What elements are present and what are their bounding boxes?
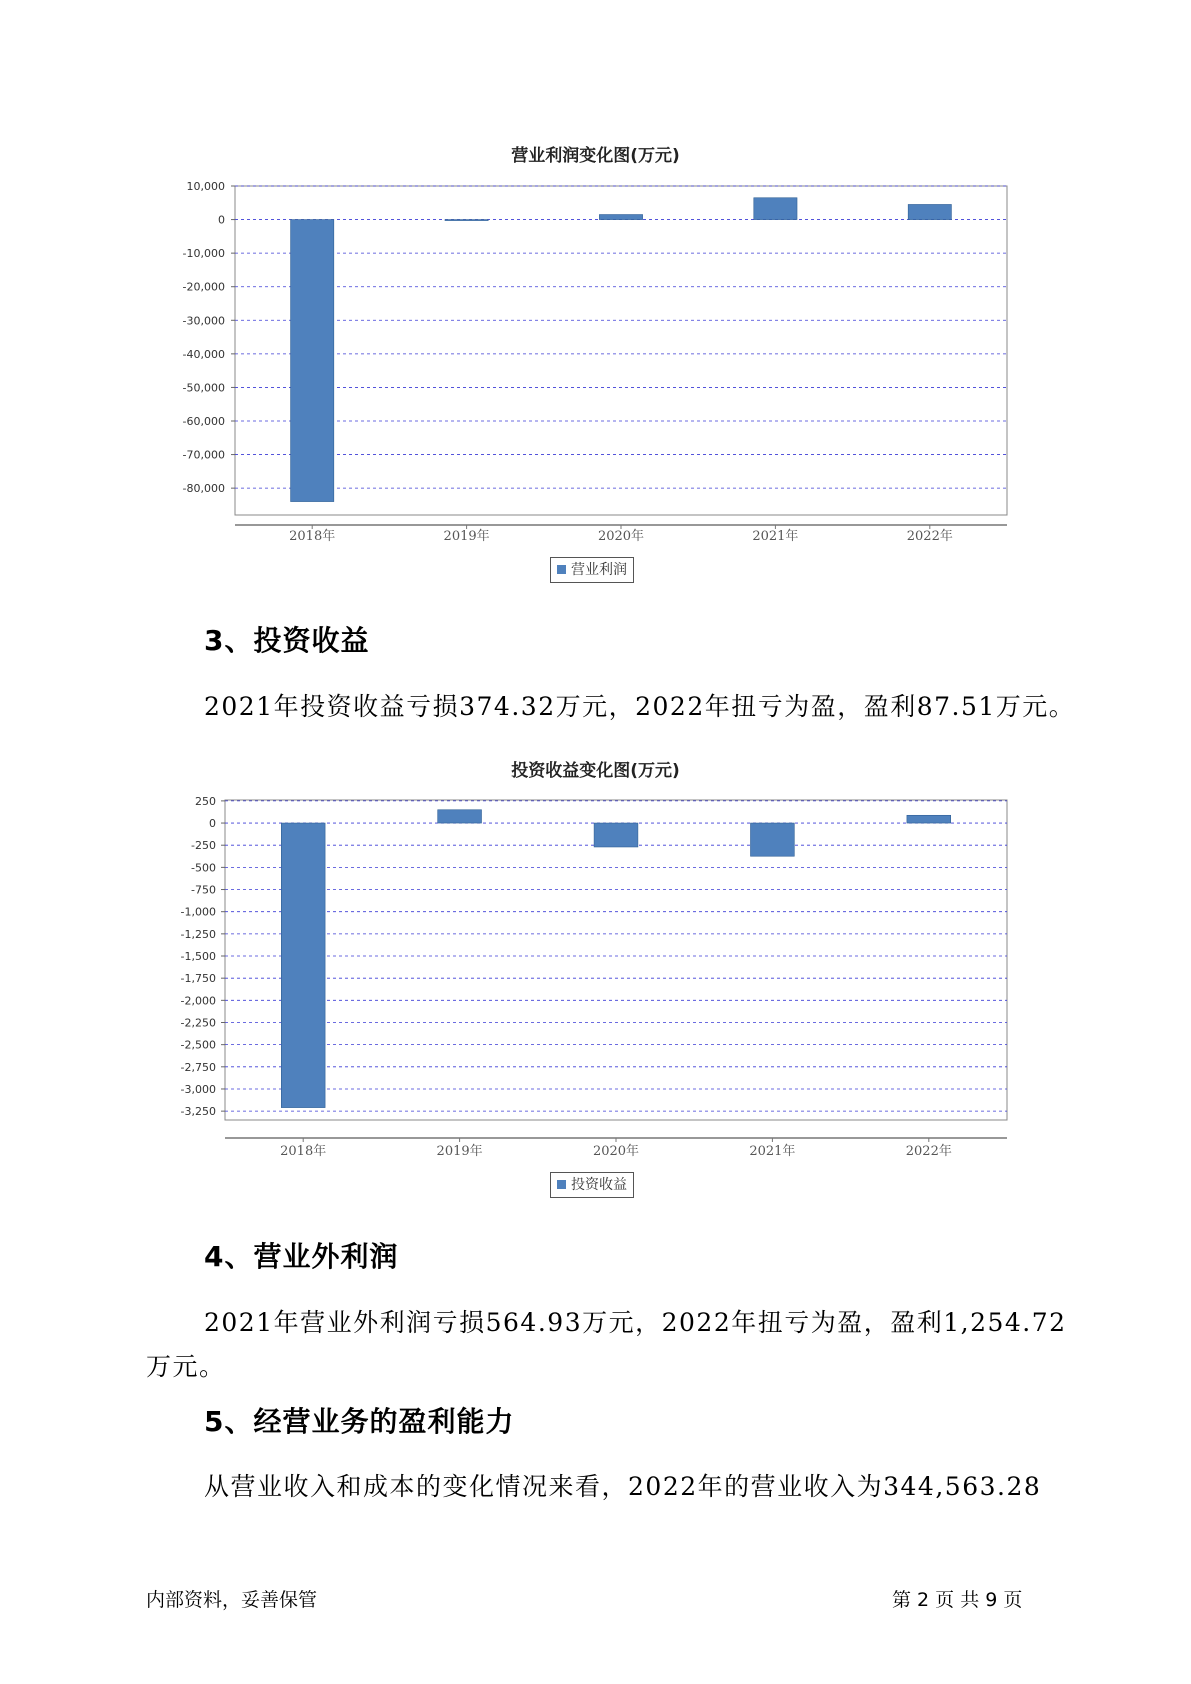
operating-profit-chart	[0, 170, 1191, 570]
y-tick-label: -3,000	[180, 1082, 216, 1096]
y-tick-label: -60,000	[182, 415, 225, 428]
y-tick-label: -80,000	[182, 482, 225, 496]
bar	[908, 204, 951, 219]
investment-income-chart	[0, 790, 1191, 1190]
y-tick-label: -1,000	[180, 905, 216, 919]
y-tick-label: -1,500	[180, 950, 216, 964]
bar	[754, 198, 797, 220]
y-tick-label: -40,000	[182, 347, 225, 361]
y-tick-label: -50,000	[182, 381, 225, 395]
x-tick-label: 2019年	[443, 529, 490, 544]
x-tick-label: 2018年	[289, 529, 336, 544]
x-tick-label: 2022年	[905, 1144, 952, 1159]
bar	[751, 823, 795, 856]
y-tick-label: -70,000	[182, 448, 225, 462]
x-tick-label: 2020年	[597, 529, 645, 544]
chart1-title: 营业利润变化图(万元)	[511, 146, 680, 166]
plot-area	[235, 186, 1007, 515]
y-tick-label: -30,000	[182, 314, 225, 328]
y-tick-label: -2,750	[180, 1060, 216, 1074]
section5-heading: 5、经营业务的盈利能力	[204, 1405, 515, 1438]
y-tick-label: 0	[218, 213, 225, 227]
x-tick-label: 2021年	[749, 1144, 796, 1159]
chart2-title: 投资收益变化图(万元)	[511, 761, 680, 781]
section4-text-line1: 2021年营业外利润亏损564.93万元，2022年扭亏为盈，盈利1,254.72	[204, 1308, 1067, 1337]
footer-page-number: 第 2 页 共 9 页	[892, 1589, 1023, 1611]
x-tick-label: 2019年	[436, 1144, 483, 1159]
y-tick-label: -250	[191, 839, 216, 853]
y-tick-label: 250	[195, 794, 216, 808]
y-tick-label: 0	[209, 817, 216, 831]
x-tick-label: 2018年	[280, 1144, 327, 1159]
legend-swatch	[557, 565, 566, 574]
chart1-legend-label: 营业利润	[571, 562, 627, 578]
x-tick-label: 2020年	[592, 1144, 640, 1159]
y-tick-label: -1,250	[180, 927, 216, 941]
chart2-legend	[550, 1172, 634, 1198]
legend-swatch	[557, 1180, 566, 1189]
section4-heading: 4、营业外利润	[204, 1240, 399, 1273]
y-tick-label: -2,250	[180, 1016, 216, 1030]
chart1-legend	[550, 557, 634, 583]
plot-area	[225, 800, 1007, 1120]
bar	[594, 823, 638, 847]
section5-text: 从营业收入和成本的变化情况来看，2022年的营业收入为344,563.28	[204, 1472, 1042, 1501]
section3-text: 2021年投资收益亏损374.32万元，2022年扭亏为盈，盈利87.51万元。	[204, 692, 1076, 721]
y-tick-label: -750	[191, 883, 216, 897]
y-tick-label: 10,000	[186, 180, 225, 193]
y-tick-label: -500	[191, 861, 216, 875]
y-tick-label: -20,000	[182, 280, 225, 294]
y-tick-label: -2,500	[180, 1038, 216, 1052]
bar	[281, 823, 325, 1108]
chart2-legend-label: 投资收益	[571, 1177, 627, 1193]
x-tick-label: 2021年	[752, 529, 799, 544]
bar	[599, 215, 642, 220]
y-tick-label: -10,000	[182, 247, 225, 261]
footer-left: 内部资料，妥善保管	[146, 1589, 318, 1611]
section4-text-line2: 万元。	[146, 1352, 226, 1381]
y-tick-label: -1,750	[180, 972, 216, 986]
bar	[907, 815, 951, 823]
x-tick-label: 2022年	[906, 529, 953, 544]
bar	[445, 220, 488, 221]
section3-heading: 3、投资收益	[204, 624, 370, 657]
bar	[291, 220, 334, 502]
y-tick-label: -3,250	[180, 1105, 216, 1119]
y-tick-label: -2,000	[180, 994, 216, 1008]
bar	[438, 810, 482, 823]
